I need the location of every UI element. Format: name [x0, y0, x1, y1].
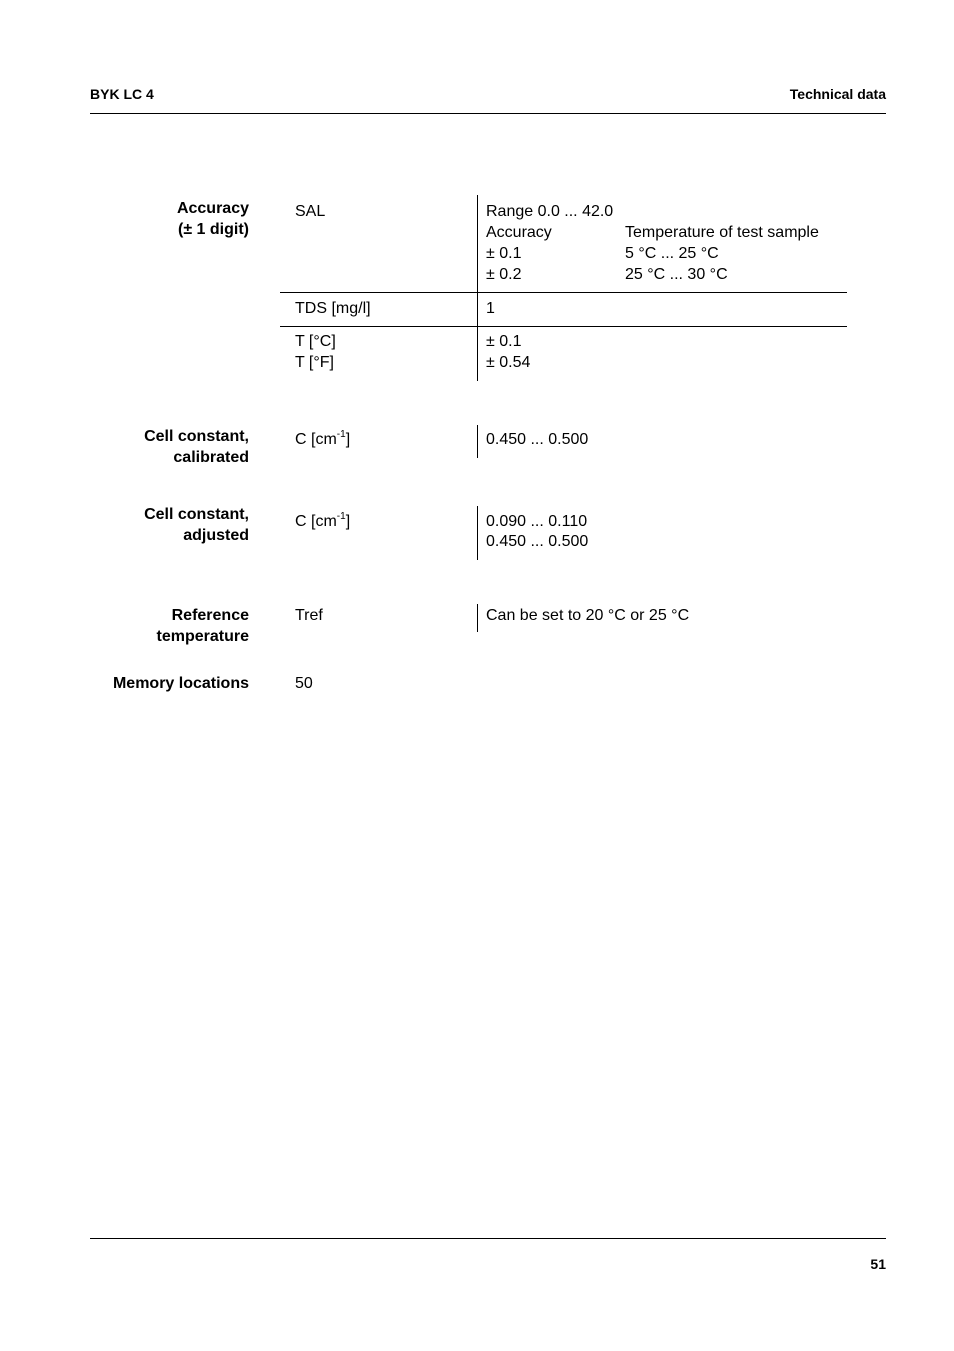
accuracy-column-divider	[477, 195, 478, 381]
accuracy-label	[49, 198, 249, 240]
cell-calibrated-param-prefix: C [cm	[295, 431, 337, 448]
sal-temperature-row2: 25 °C ... 30 °C	[625, 266, 728, 283]
memory-locations-label: Memory locations	[112, 675, 249, 692]
cell-adjusted-label-line1: Cell constant,	[144, 506, 249, 523]
sal-param: SAL	[295, 203, 326, 220]
cell-calibrated-label	[49, 426, 249, 468]
cell-adjusted-param	[295, 511, 350, 532]
reference-temperature-value: Can be set to 20 °C or 25 °C	[486, 607, 690, 624]
header-section-title: Technical data	[789, 86, 886, 102]
cell-adjusted-param-suffix: ]	[345, 513, 351, 530]
accuracy-label-line2: (± 1 digit)	[178, 221, 249, 238]
accuracy-label-line1: Accuracy	[176, 200, 249, 217]
header-product-name: BYK LC 4	[90, 86, 154, 102]
cell-adjusted-param-sup: -1	[336, 510, 346, 522]
reference-temperature-param: Tref	[295, 607, 323, 624]
cell-calibrated-label-line2: calibrated	[173, 449, 249, 466]
cell-adjusted-divider	[477, 506, 478, 560]
cell-calibrated-label-line1: Cell constant,	[144, 428, 249, 445]
tds-value: 1	[486, 300, 495, 317]
reference-temperature-label-line2: temperature	[156, 628, 249, 645]
reference-temperature-label	[49, 605, 249, 647]
footer-rule	[90, 1238, 886, 1239]
cell-adjusted-value2: 0.450 ... 0.500	[486, 533, 589, 550]
memory-locations-value: 50	[295, 675, 313, 692]
page-number: 51	[870, 1256, 886, 1272]
tds-param: TDS [mg/l]	[295, 300, 371, 317]
cell-adjusted-label-line2: adjusted	[183, 527, 249, 544]
sal-range: Range 0.0 ... 42.0	[486, 203, 614, 220]
cell-calibrated-value: 0.450 ... 0.500	[486, 431, 589, 448]
cell-adjusted-label	[49, 504, 249, 546]
reference-temperature-label-line1: Reference	[171, 607, 249, 624]
temp-value-c: ± 0.1	[486, 333, 522, 350]
cell-calibrated-param-sup: -1	[336, 428, 346, 440]
sal-temperature-row1: 5 °C ... 25 °C	[625, 245, 719, 262]
accuracy-row-divider-1	[280, 292, 847, 293]
cell-calibrated-param	[295, 429, 350, 450]
cell-adjusted-param-prefix: C [cm	[295, 513, 337, 530]
header-rule	[90, 113, 886, 114]
cell-calibrated-param-suffix: ]	[345, 431, 351, 448]
temp-value-f: ± 0.54	[486, 354, 531, 371]
cell-calibrated-divider	[477, 425, 478, 458]
sal-temperature-header: Temperature of test sample	[625, 224, 819, 241]
sal-accuracy-header: Accuracy	[486, 224, 552, 241]
accuracy-row-divider-2	[280, 326, 847, 327]
cell-adjusted-value1: 0.090 ... 0.110	[486, 513, 588, 530]
temp-param-c: T [°C]	[295, 333, 336, 350]
reference-temperature-divider	[477, 604, 478, 632]
temp-param-f: T [°F]	[295, 354, 334, 371]
sal-accuracy-row2: ± 0.2	[486, 266, 522, 283]
sal-accuracy-row1: ± 0.1	[486, 245, 522, 262]
